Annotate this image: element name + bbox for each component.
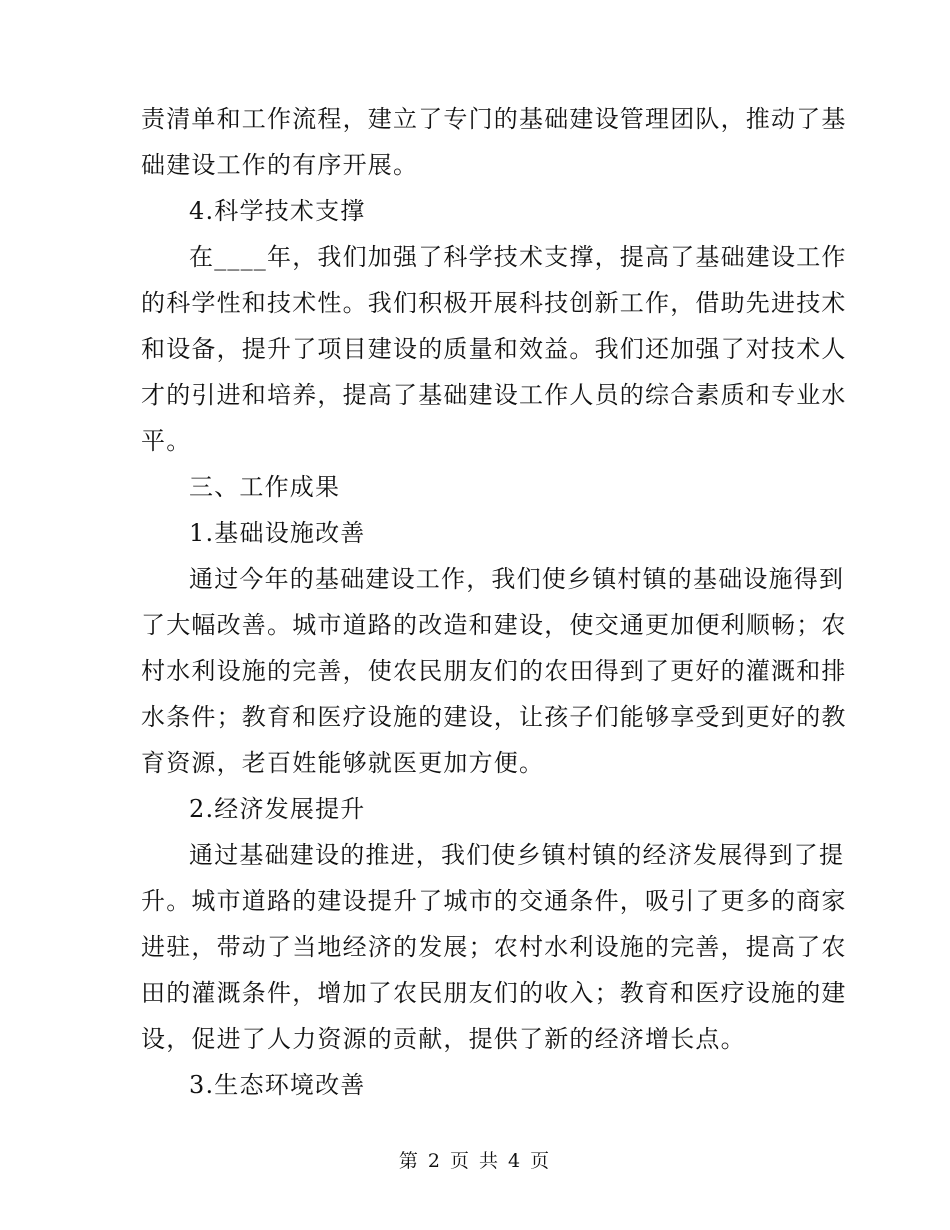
paragraph-line: 平。 [141,427,192,455]
paragraph-line: 设，促进了人力资源的贡献，提供了新的经济增长点。 [141,1025,746,1053]
section-heading: 4.科学技术支撑 [189,197,366,225]
document-body [141,96,847,1108]
paragraph-line: 通过今年的基础建设工作，我们使乡镇村镇的基础设施得到 [189,565,845,593]
section-heading: 1.基础设施改善 [189,519,366,547]
paragraph-line: 升。城市道路的建设提升了城市的交通条件，吸引了更多的商家 [141,887,847,915]
page-number-footer: 第 2 页 共 4 页 [398,1150,552,1172]
chapter-heading: 三、工作成果 [189,473,341,501]
paragraph-line: 责清单和工作流程，建立了专门的基础建设管理团队，推动了基 [141,105,847,133]
paragraph-line: 础建设工作的有序开展。 [141,151,419,179]
paragraph-line: 在____年，我们加强了科学技术支撑，提高了基础建设工作 [189,243,847,271]
paragraph-line: 村水利设施的完善，使农民朋友们的农田得到了更好的灌溉和排 [141,657,847,685]
section-heading: 3.生态环境改善 [189,1071,366,1099]
paragraph-line: 了大幅改善。城市道路的改造和建设，使交通更加便利顺畅；农 [141,611,847,639]
paragraph-line: 的科学性和技术性。我们积极开展科技创新工作，借助先进技术 [141,289,847,317]
paragraph-line: 通过基础建设的推进，我们使乡镇村镇的经济发展得到了提 [189,841,845,869]
paragraph-line: 才的引进和培养，提高了基础建设工作人员的综合素质和专业水 [141,381,847,409]
paragraph-line: 进驻，带动了当地经济的发展；农村水利设施的完善，提高了农 [141,933,847,961]
paragraph-line: 水条件；教育和医疗设施的建设，让孩子们能够享受到更好的教 [141,703,847,731]
paragraph-line: 育资源，老百姓能够就医更加方便。 [141,749,545,777]
paragraph-line: 田的灌溉条件，增加了农民朋友们的收入；教育和医疗设施的建 [141,979,847,1007]
section-heading: 2.经济发展提升 [189,795,366,823]
paragraph-line: 和设备，提升了项目建设的质量和效益。我们还加强了对技术人 [141,335,847,363]
